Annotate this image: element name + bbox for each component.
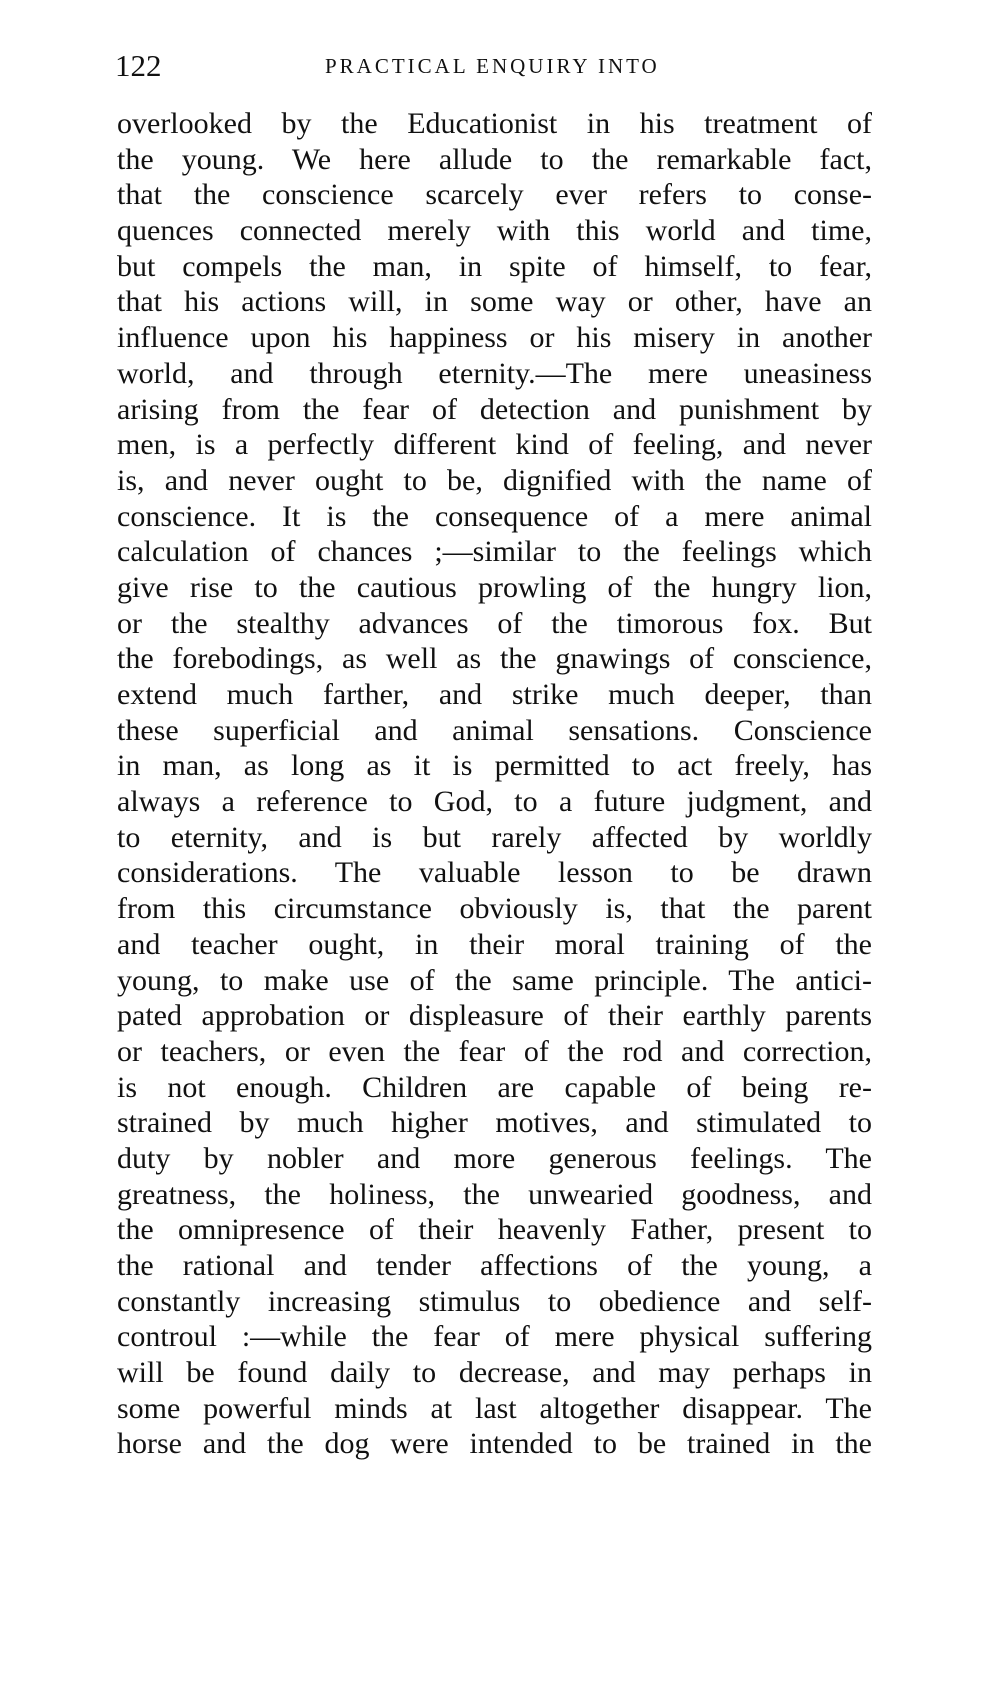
text-line: constantly increasing stimulus to obedience and self-	[117, 1284, 872, 1318]
text-line: considerations. The valuable lesson to be drawn	[117, 856, 872, 890]
text-line: calculation of chances ;—similar to the feelings which	[117, 535, 872, 569]
text-line: is not enough. Children are capable of being re-	[117, 1070, 872, 1104]
text-line: strained by much higher motives, and stimulated to	[117, 1106, 872, 1140]
text-line: influence upon his happiness or his misery in another	[117, 321, 872, 355]
page-number: 122	[115, 48, 162, 83]
text-line: give rise to the cautious prowling of the hungry lion,	[117, 570, 872, 604]
text-line: extend much farther, and strike much deeper, than	[117, 678, 872, 711]
text-line: that his actions will, in some way or other, have an	[117, 285, 872, 319]
text-line: conscience. It is the consequence of a mere animal	[117, 499, 872, 533]
text-line: world, and through eternity.—The mere uneasiness	[117, 356, 872, 390]
text-line: will be found daily to decrease, and may perhaps in	[117, 1356, 872, 1390]
running-title: PRACTICAL ENQUIRY INTO	[325, 54, 660, 78]
text-line: is, and never ought to be, dignified with the name of	[117, 463, 872, 497]
text-line: duty by nobler and more generous feelings. The	[117, 1141, 872, 1175]
text-line: men, is a perfectly different kind of feeling, and never	[117, 428, 872, 462]
text-line: and teacher ought, in their moral training of the	[117, 927, 872, 961]
text-line: always a reference to God, to a future judgment, and	[117, 785, 872, 819]
text-line: the young. We here allude to the remarkable fact,	[117, 142, 872, 176]
text-line: from this circumstance obviously is, that the parent	[117, 892, 872, 926]
text-line: some powerful minds at last altogether disappear. The	[117, 1391, 872, 1425]
page-body-text	[117, 106, 872, 1462]
text-line: that the conscience scarcely ever refers to conse-	[117, 178, 872, 212]
text-line: in man, as long as it is permitted to act freely, has	[117, 749, 872, 783]
text-line: to eternity, and is but rarely affected by worldly	[117, 820, 872, 854]
running-header	[115, 48, 755, 88]
text-line: overlooked by the Educationist in his treatment of	[117, 107, 872, 140]
text-line: pated approbation or displeasure of their earthly parents	[117, 999, 872, 1033]
text-line: but compels the man, in spite of himself, to fear,	[117, 249, 872, 283]
text-line: young, to make use of the same principle. The antici-	[117, 963, 872, 997]
text-line: greatness, the holiness, the unwearied goodness, and	[117, 1177, 872, 1211]
text-line: the forebodings, as well as the gnawings of conscience,	[117, 642, 872, 676]
text-line: or the stealthy advances of the timorous fox. But	[117, 606, 872, 640]
text-line: the omnipresence of their heavenly Father, present to	[117, 1213, 872, 1247]
text-line: quences connected merely with this world and time,	[117, 214, 872, 248]
text-line: the rational and tender affections of the young, a	[117, 1249, 872, 1282]
text-line: these superficial and animal sensations. Conscience	[117, 713, 872, 747]
text-line: horse and the dog were intended to be trained in the	[117, 1427, 872, 1461]
text-line: or teachers, or even the fear of the rod and correction,	[117, 1034, 872, 1068]
text-line: arising from the fear of detection and punishment by	[117, 392, 872, 426]
text-line: controul :—while the fear of mere physical suffering	[117, 1320, 872, 1354]
